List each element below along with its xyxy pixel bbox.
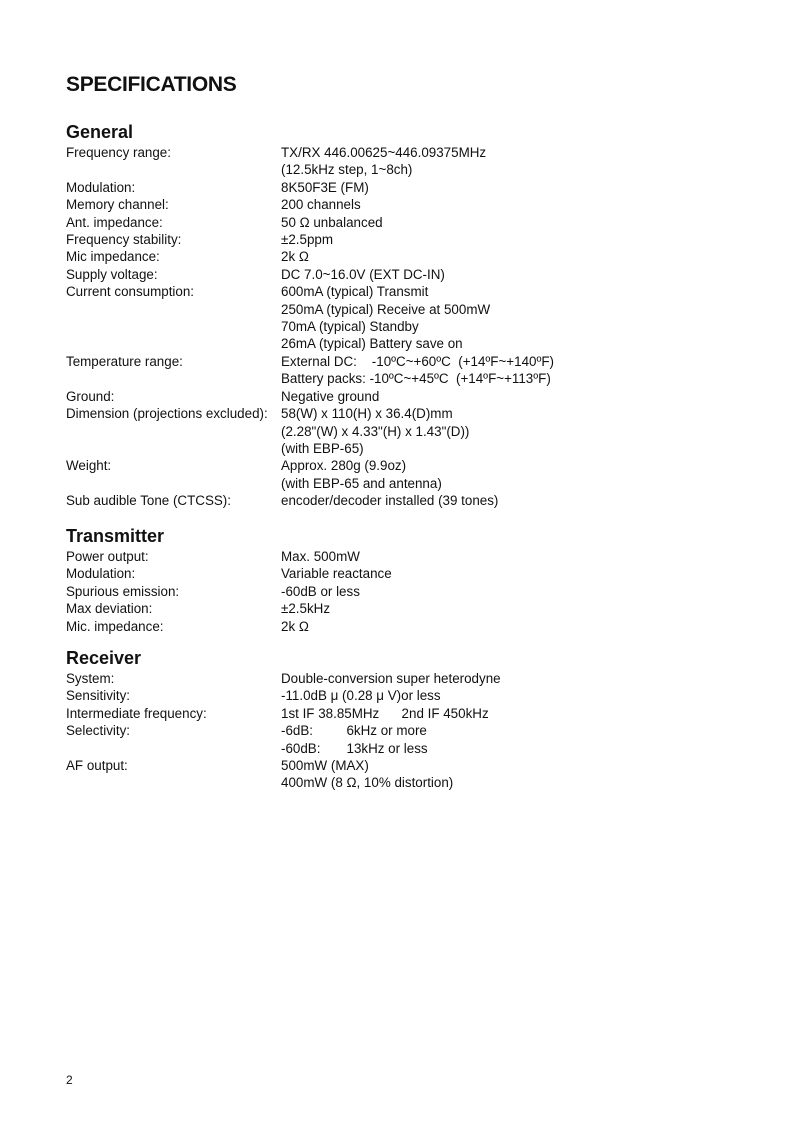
spec-value: (with EBP-65 and antenna) — [281, 475, 442, 491]
spec-row-af-output — [66, 757, 726, 792]
section-title: Transmitter — [66, 526, 165, 546]
spec-label: Dimension (projections excluded): — [66, 406, 268, 422]
spec-label: Spurious emission: — [66, 583, 180, 599]
spec-label: Ground: — [66, 388, 115, 404]
spec-value: -11.0dB μ (0.28 μ V)or less — [281, 688, 441, 704]
spec-value: DC 7.0~16.0V (EXT DC-IN) — [281, 266, 445, 282]
spec-value: Approx. 280g (9.9oz) — [281, 458, 407, 474]
spec-value: 250mA (typical) Receive at 500mW — [281, 301, 491, 317]
spec-value: (12.5kHz step, 1~8ch) — [281, 162, 413, 178]
spec-label: Intermediate frequency: — [66, 705, 207, 721]
spec-value: 200 channels — [281, 197, 361, 213]
spec-row-sensitivity — [66, 687, 726, 704]
spec-value: Variable reactance — [281, 566, 392, 582]
spec-row-spurious-emission — [66, 583, 726, 600]
spec-value: 500mW (MAX) — [281, 758, 369, 774]
spec-label: Mic. impedance: — [66, 618, 164, 634]
spec-list — [66, 670, 726, 792]
section-transmitter — [66, 524, 726, 635]
spec-row-ant-impedance — [66, 214, 726, 231]
spec-value: ±2.5ppm — [281, 232, 334, 248]
spec-label: Memory channel: — [66, 197, 169, 213]
spec-value: Double-conversion super heterodyne — [281, 671, 501, 686]
spec-value: (2.28"(W) x 4.33"(H) x 1.43"(D)) — [281, 423, 470, 439]
spec-value: ±2.5kHz — [281, 601, 331, 617]
spec-row-frequency-range — [66, 144, 726, 179]
spec-row-temperature-range — [66, 353, 726, 388]
spec-label: Mic impedance: — [66, 249, 160, 265]
spec-value: TX/RX 446.00625~446.09375MHz — [281, 145, 487, 160]
spec-value: External DC: -10ºC~+60ºC (+14ºF~+140ºF) — [281, 353, 554, 369]
spec-label: Weight: — [66, 458, 112, 474]
spec-list — [66, 548, 726, 635]
spec-row-modulation — [66, 179, 726, 196]
spec-row-system — [66, 670, 726, 687]
spec-value: Negative ground — [281, 388, 380, 404]
page-title: SPECIFICATIONS — [66, 73, 237, 96]
spec-value: 2k Ω — [281, 249, 309, 265]
section-general — [66, 120, 726, 510]
spec-row-selectivity — [66, 722, 726, 757]
spec-value: (with EBP-65) — [281, 440, 364, 456]
spec-value: Battery packs: -10ºC~+45ºC (+14ºF~+113ºF) — [281, 371, 551, 387]
spec-value: 1st IF 38.85MHz 2nd IF 450kHz — [281, 705, 489, 721]
spec-label: Power output: — [66, 549, 149, 564]
spec-label: Sub audible Tone (CTCSS): — [66, 493, 231, 509]
spec-label: Selectivity: — [66, 723, 130, 739]
spec-row-frequency-stability — [66, 231, 726, 248]
spec-row-power-output — [66, 548, 726, 565]
section-receiver — [66, 646, 726, 792]
spec-row-mic-impedance — [66, 248, 726, 265]
spec-label: Supply voltage: — [66, 266, 158, 282]
spec-row-modulation — [66, 565, 726, 582]
spec-row-memory-channel — [66, 196, 726, 213]
spec-row-dimension — [66, 405, 726, 457]
page-number: 2 — [66, 1073, 73, 1087]
spec-value: 600mA (typical) Transmit — [281, 284, 429, 300]
spec-value: 70mA (typical) Standby — [281, 319, 419, 335]
spec-value: encoder/decoder installed (39 tones) — [281, 493, 499, 509]
spec-row-intermediate-frequency — [66, 705, 726, 722]
spec-row-supply-voltage — [66, 266, 726, 283]
spec-value: 8K50F3E (FM) — [281, 179, 369, 195]
spec-value: 58(W) x 110(H) x 36.4(D)mm — [281, 406, 453, 422]
spec-value: 2k Ω — [281, 618, 309, 634]
spec-row-ctcss — [66, 492, 726, 509]
spec-label: Max deviation: — [66, 601, 153, 617]
spec-row-ground — [66, 388, 726, 405]
spec-row-weight — [66, 457, 726, 492]
spec-label: Current consumption: — [66, 284, 195, 300]
spec-list — [66, 144, 726, 510]
section-title: Receiver — [66, 648, 142, 668]
spec-value: 26mA (typical) Battery save on — [281, 336, 463, 352]
spec-value: -60dB: 13kHz or less — [281, 740, 428, 756]
spec-label: Sensitivity: — [66, 688, 130, 704]
spec-value: 50 Ω unbalanced — [281, 214, 383, 230]
spec-label: AF output: — [66, 758, 128, 774]
section-title: General — [66, 122, 134, 142]
spec-label: Ant. impedance: — [66, 214, 163, 230]
spec-value: -60dB or less — [281, 583, 360, 599]
spec-label: Modulation: — [66, 179, 136, 195]
spec-value: Max. 500mW — [281, 549, 360, 564]
spec-label: Modulation: — [66, 566, 136, 582]
spec-value: 400mW (8 Ω, 10% distortion) — [281, 775, 454, 791]
spec-row-current-consumption — [66, 283, 726, 353]
spec-value: -6dB: 6kHz or more — [281, 723, 427, 739]
spec-label: System: — [66, 671, 115, 686]
spec-label: Temperature range: — [66, 353, 183, 369]
spec-row-max-deviation — [66, 600, 726, 617]
spec-label: Frequency range: — [66, 145, 171, 160]
spec-row-mic-impedance — [66, 618, 726, 635]
spec-label: Frequency stability: — [66, 232, 182, 248]
